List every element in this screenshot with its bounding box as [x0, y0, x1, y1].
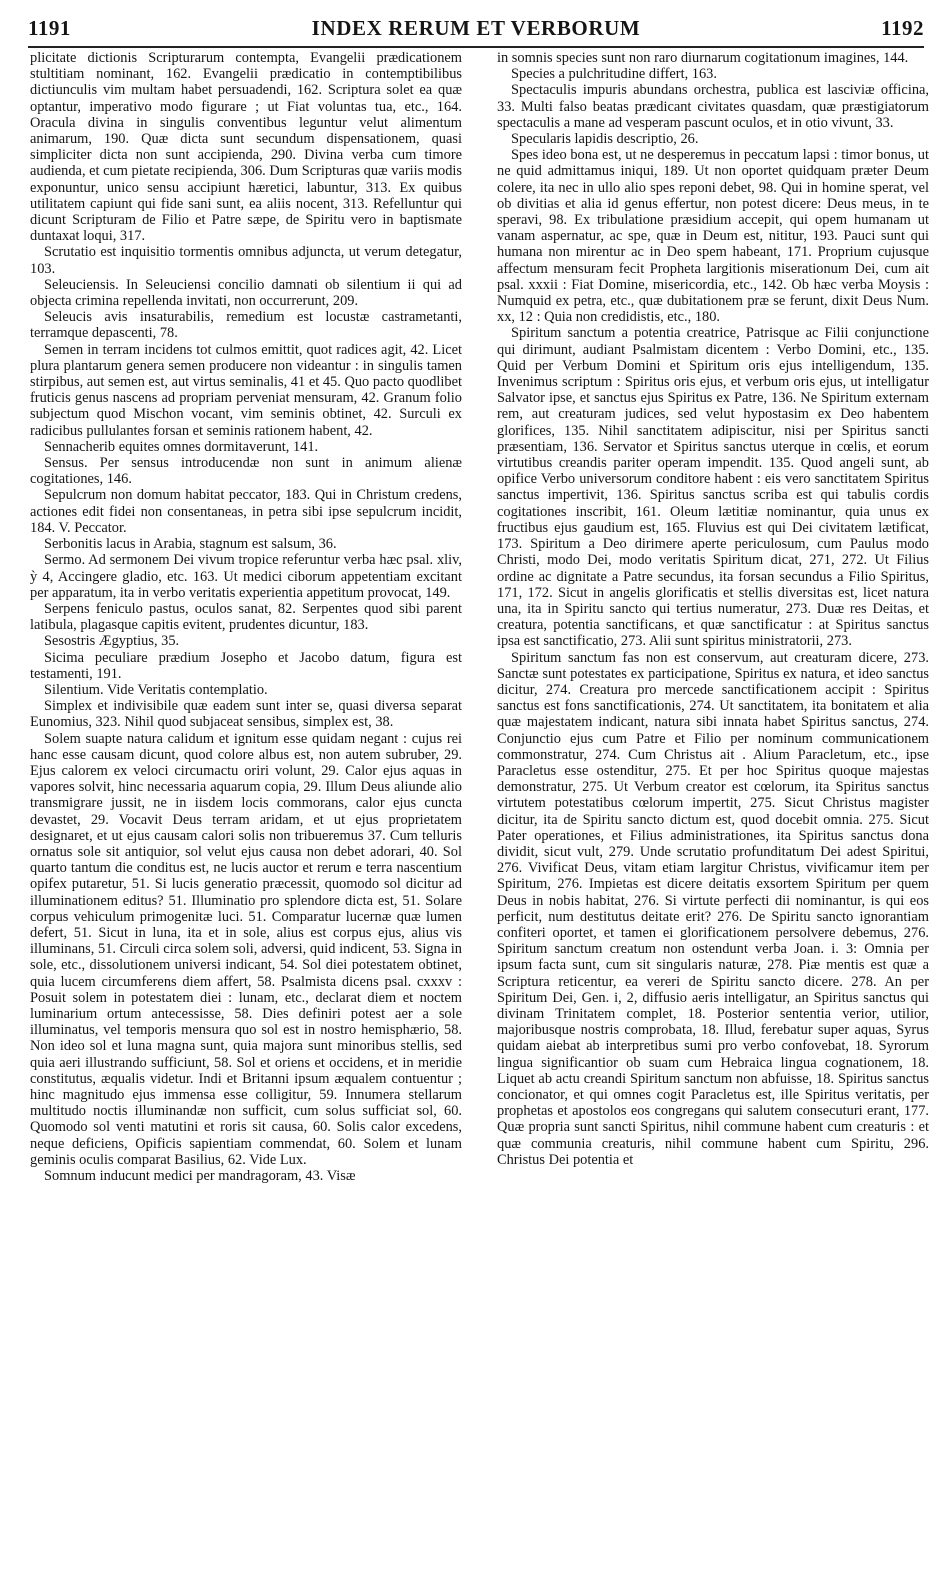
- running-title: INDEX RERUM ET VERBORUM: [311, 16, 641, 40]
- index-entry: Serbonitis lacus in Arabia, stagnum est salsum, 36.: [44, 536, 337, 553]
- index-entry: Spes ideo bona est, ut ne desperemus in peccatum lapsi : timor bonus, ut ne quid admittamus iniqui, 189. Ut non oportet quidquam præter Deum colere, ita nec in ullo alio spes reponi debet, 98. Qui in homine sperat, vel ob divitias et alia id genus effertur, non potest dicere: Deus meus, in te speravi, 98. Ex tribulatione præsidium accepit, qui opem humanam ut vanam aspernatur, ac spe, quæ in Deum est, nititur, 193. Pauci sunt qui humana non mirentur ac in Deo spem habeant, 171. Proprium cujusque affectum mensuram fecit Propheta largitionis miserationum Dei, cum ait psal. xxxii : Fiat Domine, misericordia, etc., 142. Ob hæc verba Moysis : Numquid ex petra, etc., quæ dubitationem præ se ferunt, dixit Deus Num. xx, 12 : Quia non credidistis, etc., 180.: [497, 147, 929, 326]
- index-entry: Spiritum sanctum fas non est conservum, aut creaturam dicere, 273. Sanctæ sunt potestates ex participatione, Spiritus ex natura, et ideo sanctus dicitur, 274. Creatura pro mercede sanctificationem accipit : Spiritus sanctus est fons sanctificationis, 274. Ut sanctitatem, ita bonitatem et alia quæ majestatem indicant, natura sibi innata habet Spiritus sanctus, 274. Conjunctio ejus cum Patre et Filio per nominum communicationem commonstratur, 274. Cum Christus ait . Alium Paracletum, etc., ipse Paracletus esse ostenditur, 275. Et per hoc Spiritus quoque majestas demonstratur, 275. Ut Verbum creator est cœlorum, ita Spiritus sanctus virtutem potestatibus cœlorum impertit, 275. Sicut Christus magister dicitur, ita de Spiritu sancto dictum est, quod docebit omnia. 275. Sicut Pater operationes, et Filius administrationes, ita Spiritus sanctus dona dividit, sicut vult, 279. Unde scrutatio profunditatum Dei adest Spiritui, 276. Vivificat Deus, vitam etiam largitur Christus, vivificamur item per Spiritum, 276. Impietas est dicere deitatis exsortem Spiritum per quem Deus in nobis habitat, 276. Si virtute perfecti dii nominantur, is qui eos perficit, num destitutus deitate erit? 276. De Spiritu sancto ignorantiam confiteri oportet, et tamen ei glorificationem persolvere debemus, 276. Spiritum sanctum creatum non ostendunt verba Joan. i. 3: Omnia per ipsum facta sunt, cum sit singularis naturæ, 278. Piæ mentis est quæ a Scriptura reticentur, ea vereri de Spiritu sancto dicere. 278. An per Spiritum Dei, Gen. i, 2, diffusio aeris intelligatur, an Spiritus sanctus qui divinam Trinitatem complet, 18. Posterior sententia verior, utilior, majoribusque nostris comprobata, 18. Illud, ferebatur super aquas, Syrus quidam aiebat ab interpretibus sumi pro verbo confovebat, 18. Syrorum lingua significantior ob suam cum Hebraica lingua cognationem, 18. Liquet ab actu creandi Spiritum sanctum non abfuisse, 18. Spiritus sanctus concionator, et qui omnes cogit Paracletus est, ille Spiritus veritatis, per prophetas et apostolos eos congregans qui salutem consecuturi erant, 177. Quæ propria sunt sancti Spiritus, nihil commune habent cum creaturis : et quæ communia creaturis, nihil commune habent cum Spiritu, 296. Christus Dei potentia et: [497, 649, 929, 1168]
- index-entry: Scrutatio est inquisitio tormentis omnibus adjuncta, ut verum detegatur, 103.: [30, 244, 462, 277]
- page-header: [28, 14, 924, 44]
- index-entry: plicitate dictionis Scripturarum contempta, Evangelii prædicationem stultitiam nominant, 162. Evangelii prædicatio in contemptibilibus dictiunculis vim multam habet persuadendi, 162. Scriptura solet ea quæ optantur, imperativo modo figurare ; ut Fiat voluntas tua, etc., 164. Oracula divina in singulis conventibus leguntur velut alimentum animarum, 190. Quæ dicta sunt secundum dispensationem, quasi simpliciter dicta non sunt accipienda, 290. Divina verba cum timore audienda, et cum pietate recipienda, 306. Dum Scripturas quæ variis modis exponuntur, unico sensu accipiunt hæretici, labuntur, 313. Ex quibus utilitatem capiunt qui fide sani sunt, ea aliis nocent, 313. Refelluntur qui dicunt Scripturam de Filio et Patre sæpe, de Spiritu vero in baptismate duntaxat loqui, 317.: [30, 50, 462, 245]
- index-entry: Sepulcrum non domum habitat peccator, 183. Qui in Christum credens, actiones edit fidei non consentaneas, in petra sibi ipse sepulcrum incidit, 184. V. Peccator.: [30, 487, 462, 536]
- index-entry: Species a pulchritudine differt, 163.: [511, 66, 717, 83]
- index-entry: in somnis species sunt non raro diurnarum cogitationum imagines, 144.: [497, 50, 909, 66]
- index-entry: Sicima peculiare prædium Josepho et Jacobo datum, figura est testamenti, 191.: [30, 649, 462, 682]
- index-entry: Seleucis avis insaturabilis, remedium est locustæ castrametanti, terramque depascenti, 78.: [30, 309, 462, 342]
- index-entry: Solem suapte natura calidum et ignitum esse quidam negant : cujus rei hanc esse causam dicunt, quod colore albus est, non autem subruber, 29. Ejus calorem ex veloci circumactu oriri volunt, 29. Calor ejus aquas in vapores solvit, hinc necessaria aquarum copia, 29. Illum Deus aliunde alio transmigrare jussit, ne in iisdem locis commorans, calor ejus cuncta devastet, 29. Vocavit Deus terram aridam, et ut ejus proprietatem designaret, et ut ejus causam calori solis non tribueremus 37. Cum telluris ornatus sole sit antiquior, sol velut ejus causa non debet adorari, 40. Sol quarto tantum die conditus est, ne lucis auctor et rerum e terra nascentium opifex putaretur, 51. Si lucis generatio præcessit, quomodo sol dicitur ad illuminationem editus? 51. Illuminatio pro splendore dicta est, 51. Solare corpus vehiculum primogenitæ luci. 51. Comparatur lucernæ quæ lumen defert, 51. Sicut in luna, ita et in sole, alius est corpus ejus, alius vis illuminans, 51. Circuli circa solem soli, adversi, quid indicent, 53. Signa in sole, etc., dissolutionem universi indicant, 54. Sol diei potestatem obtinet, quia lucem circumferens diem affert, 58. Psalmista dicens psal. cxxxv : Posuit solem in potestatem diei : lunam, etc., declarat diem et noctem luminarium ortum antecessisse, 58. Dies definiri potest aer a sole illuminatus, vel temporis mensura quo sol est in nostro hemisphærio, 58. Non ideo sol et luna magna sunt, quia majora sunt minoribus stellis, sed quia aeri illustrando sufficiunt, 58. Sol et oriens et occidens, et in meridie constitutus, æqualis videtur. Indi et Britanni ipsum æqualem contuentur ; hinc magnitudo ejus immensa esse colligitur, 59. Innumera stellarum multitudo noctis illuminandæ non sufficit, cum solus sufficiat sol, 60. Quomodo sol venti matutini et roris sit causa, 60. Solis calor excedens, neque deficiens, Opificis sapientiam commendat, 60. Solem et lunam geminis oculis comparat Basilius, 62. Vide Lux.: [30, 730, 462, 1168]
- left-column: [30, 50, 462, 1570]
- index-entry: Spiritum sanctum a potentia creatrice, Patrisque ac Filii conjunctione qui dirimunt, audiant Psalmistam dicentem : Verbo Domini, etc., 135. Quid per Verbum Domini et Spiritum oris ejus intelligendum, 135. Invenimus scriptum : Spiritus oris ejus, et verbum oris ejus, ut intelligatur Salvator ipse, et sanctus ejus Spiritus ex Patre, 136. Ne Spiritum externam rem, aut creaturam judices, sed velut hypostasim ex Deo habentem glorifices, 135. Nihil sanctitatem adipiscitur, nisi per Spiritus sancti præsentiam, 136. Servator et Spiritus sanctus uterque in cœlis, et eorum virtutibus creandis pariter operam impendit. 135. Quod angeli sunt, ab opifice Verbo universorum conditore habent : eis vero sanctitatem Spiritus sanctus impertivit, 136. Spiritus sanctus scriba est qui tabulis cordis cogitationes inscribit, 161. Oleum lætitiæ nominantur, quia unus ex fructibus ejus gaudium est, 165. Fluvius est qui Dei civitatem lætificat, 173. Spiritum a Deo dirimere aperte periculosum, cum Paulus modo Christi, modo Dei, modo veritatis Spiritum dicat, 271, 272. Ut Filius ordine ac dignitate a Patre secundus, ita forsan secundus a Filio Spiritus, 171, 172. Sicut in angelis glorificatis et stellis diversitas est, licet natura una, ita in Spiritu sancto qui tertius numeratur, 273. Duæ res Deitas, et creatura, potentia sanctificans, et quæ sanctificatur : at Spiritus sanctus ipsa est sanctificatio, 273. Alii sunt spiritus ministratorii, 273.: [497, 325, 929, 650]
- index-entry: Spectaculis impuris abundans orchestra, publica est lasciviæ officina, 33. Multi falso beatas prædicant civitates quasdam, quæ præstigiatorum spectaculis a mane ad vesperam pascunt oculos, et in otio vivunt, 33.: [497, 82, 929, 131]
- index-entry: Sermo. Ad sermonem Dei vivum tropice referuntur verba hæc psal. xliv, ỳ 4, Accingere gladio, etc. 163. Ut medici ciborum appetentiam excitant per apparatum, ita in verbo veritatis experientia appetitum provocat, 149.: [30, 552, 462, 601]
- index-entry: Sensus. Per sensus introducendæ non sunt in animum alienæ cogitationes, 146.: [30, 455, 462, 488]
- right-page-number: 1192: [881, 16, 924, 40]
- index-entry: Simplex et indivisibile quæ eadem sunt inter se, quasi diversa separat Eunomius, 323. Nihil quod subjaceat sensibus, simplex est, 38.: [30, 698, 462, 731]
- index-entry: Sesostris Ægyptius, 35.: [44, 633, 180, 650]
- index-entry: Somnum inducunt medici per mandragoram, 43. Visæ: [44, 1168, 356, 1185]
- index-entry: Sennacherib equites omnes dormitaverunt, 141.: [44, 438, 319, 455]
- index-entry: Specularis lapidis descriptio, 26.: [511, 131, 699, 148]
- header-rule: [28, 46, 924, 48]
- left-page-number: 1191: [28, 16, 71, 40]
- index-entry: Seleuciensis. In Seleuciensi concilio damnati ob silentium ii qui ad objecta crimina repellenda invitati, non occurrerunt, 209.: [30, 276, 462, 310]
- index-entry: Silentium. Vide Veritatis contemplatio.: [44, 681, 268, 698]
- index-entry: Semen in terram incidens tot culmos emittit, quot radices agit, 42. Licet plura plantarum genera semen producere non videantur : in singulis tamen stirpibus, aut semen est, aut virtus seminalis, 41 et 45. Quo pacto quodlibet fruticis genus nascens ad propriam perveniat mensuram, 42. Granum folio subjectum quod Mischon vocant, vim seminis obtinet, 42. Surculi ex radicibus pullulantes forsan et seminis rationem habent, 42.: [30, 341, 462, 439]
- index-entry: Serpens feniculo pastus, oculos sanat, 82. Serpentes quod sibi parent latibula, plagasque capitis evitent, prudentes dicuntur, 183.: [30, 600, 462, 634]
- right-column: [497, 50, 929, 1570]
